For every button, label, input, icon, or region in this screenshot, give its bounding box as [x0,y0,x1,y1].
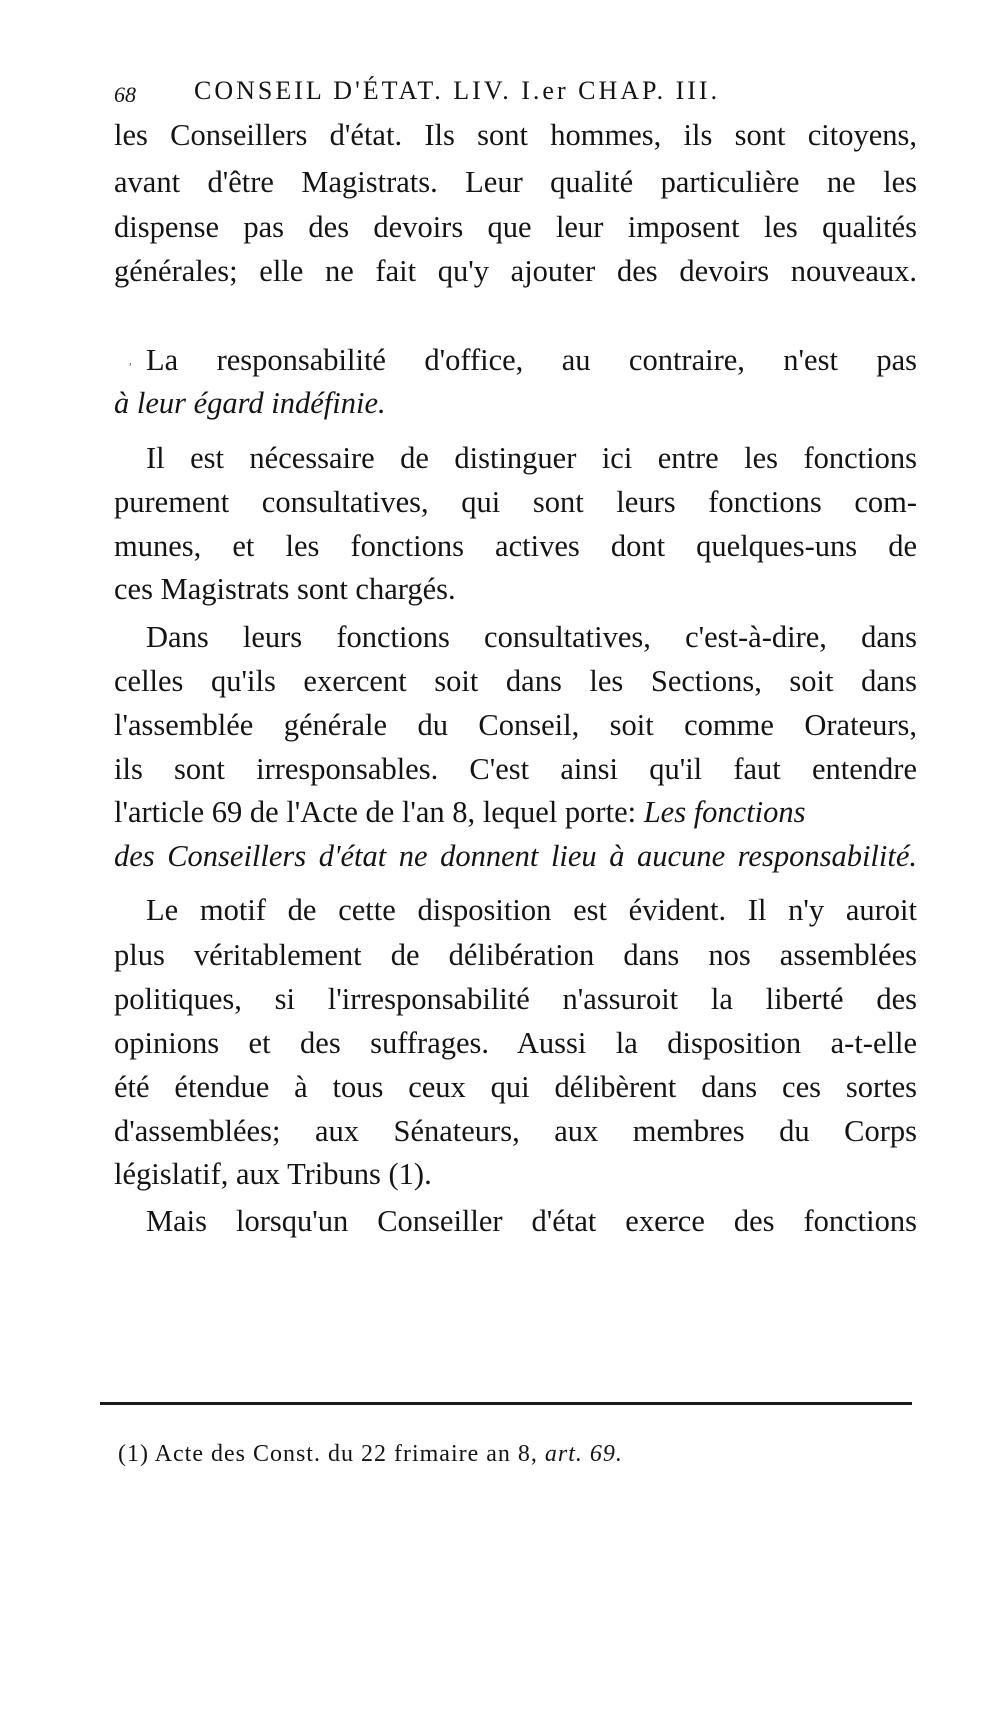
text-line: législatif, aux Tribuns (1). [114,1157,432,1191]
text-line: à leur égard indéfinie. [114,386,386,420]
text-line: ces Magistrats sont chargés. [114,572,456,606]
text-line: ils sont irresponsables. C'est ainsi qu'il faut entendre [114,752,917,786]
text-line [114,791,917,833]
text-line: purement consultatives, qui sont leurs fonctions com- [114,485,917,519]
text-line: politiques, si l'irresponsabilité n'assuroit la liberté des [114,982,917,1016]
italic-quote: Les fonctions [643,795,806,829]
text-line: Dans leurs fonctions consultatives, c'est-à-dire, dans [146,620,917,654]
text-line: avant d'être Magistrats. Leur qualité particulière ne les [114,165,917,199]
text-line: l'assemblée générale du Conseil, soit comme Orateurs, [114,708,917,742]
text-line: celles qu'ils exercent soit dans les Sections, soit dans [114,664,917,698]
text-line: Mais lorsqu'un Conseiller d'état exerce des fonctions [146,1204,917,1238]
footnote [118,1438,623,1470]
text-line: plus véritablement de délibération dans nos assemblées [114,938,917,972]
stray-mark: ʾ [128,362,133,377]
italic-quote-line: des Conseillers d'état ne donnent lieu à aucune responsabilité. [114,839,917,873]
text-line: été étendue à tous ceux qui délibèrent dans ces sortes [114,1070,917,1104]
footnote-text: (1) Acte des Const. du 22 frimaire an 8, [118,1441,538,1467]
text-line: munes, et les fonctions actives dont quelques-uns de [114,529,917,563]
running-title: CONSEIL D'ÉTAT. LIV. I.er CHAP. III. [194,76,721,105]
text-line: La responsabilité d'office, au contraire, n'est pas [146,343,917,377]
text-line: les Conseillers d'état. Ils sont hommes, ils sont citoyens, [114,118,917,152]
footnote-rule [100,1402,912,1405]
running-head [114,76,914,116]
text-line: opinions et des suffrages. Aussi la disposition a-t-elle [114,1026,917,1060]
text-line: générales; elle ne fait qu'y ajouter des devoirs nouveaux. [114,254,917,288]
text-line: dispense pas des devoirs que leur imposent les qualités [114,210,917,244]
page-number: 68 [114,82,136,107]
text-line: Il est nécessaire de distinguer ici entre les fonctions [146,441,917,475]
text-line: Le motif de cette disposition est évident. Il n'y auroit [146,893,917,927]
text-run: l'article 69 de l'Acte de l'an 8, lequel porte: [114,795,637,829]
text-line: d'assemblées; aux Sénateurs, aux membres du Corps [114,1114,917,1148]
footnote-article-ref: art. 69. [544,1441,623,1467]
